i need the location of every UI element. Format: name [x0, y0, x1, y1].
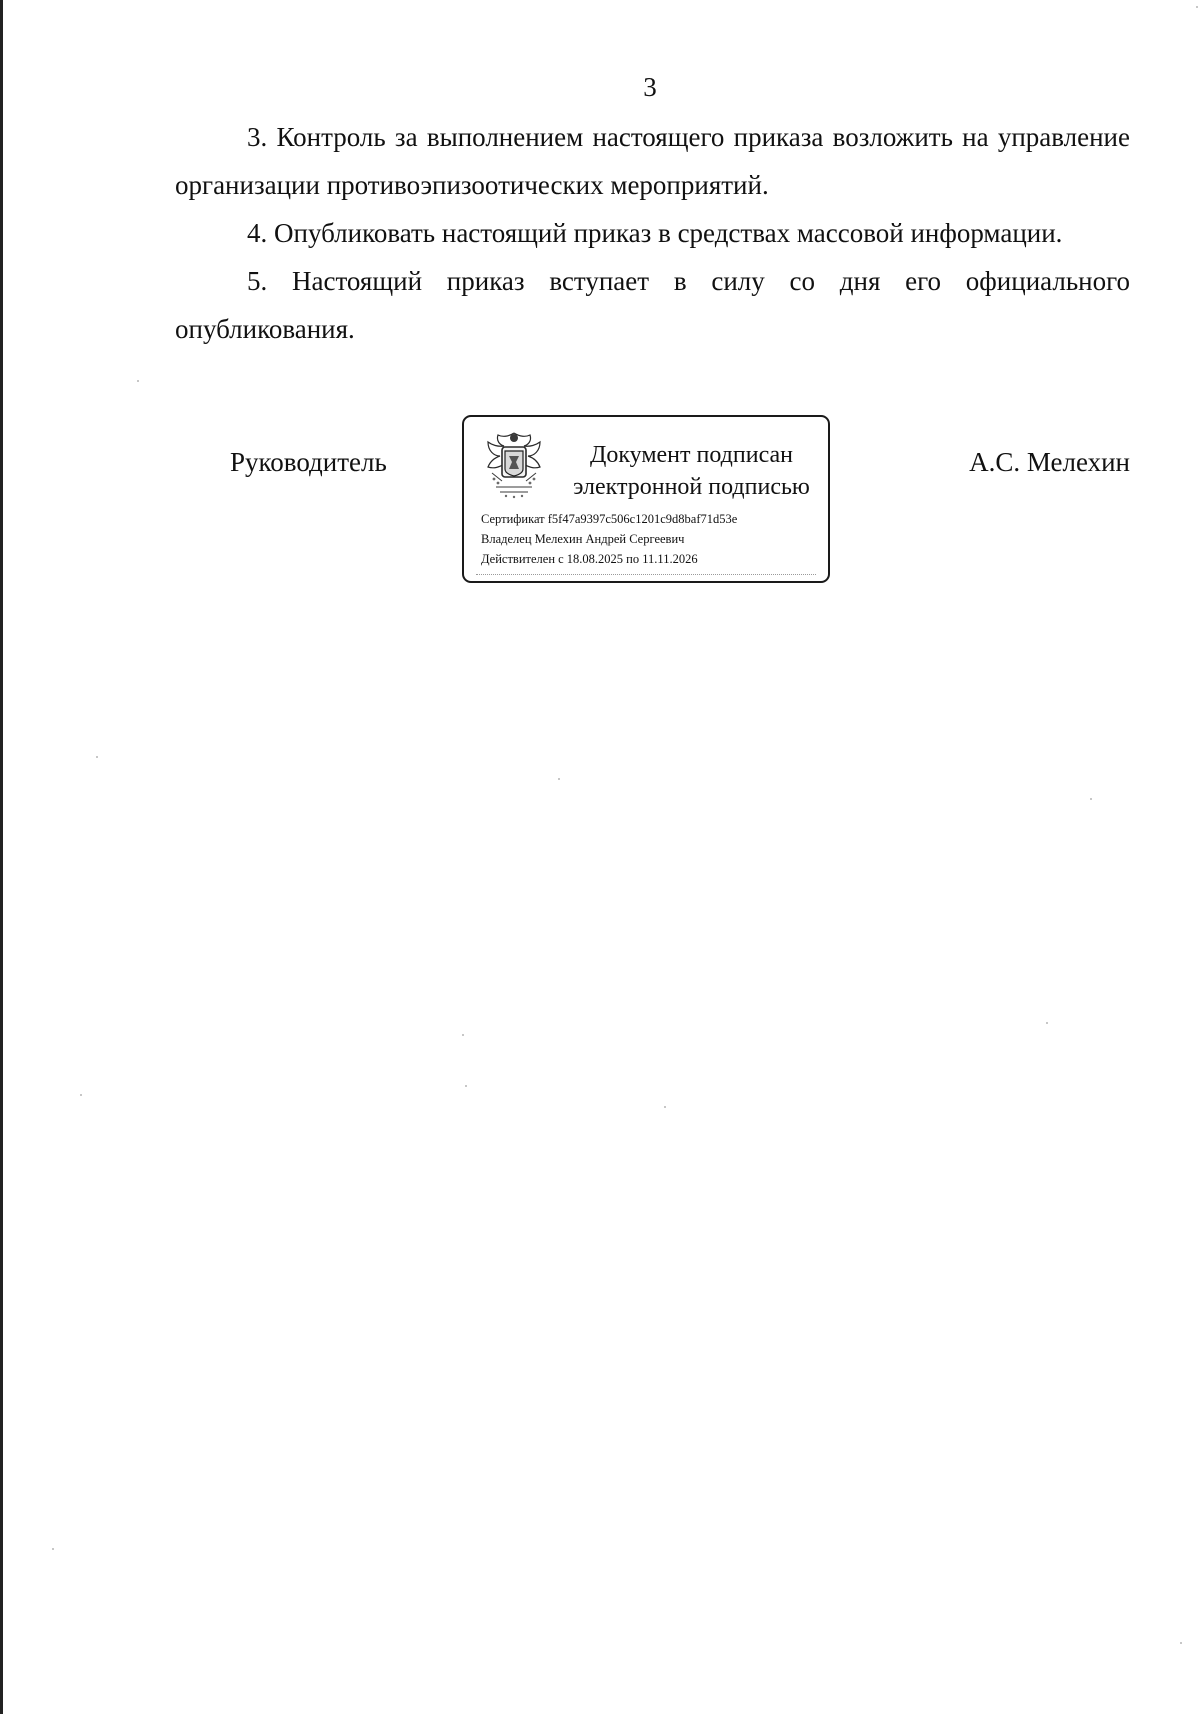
- scan-speck: [664, 1106, 666, 1108]
- paragraph-control: 3. Контроль за выполнением настоящего приказа возложить на управление организации противоэпизоотических мероприятий.: [175, 122, 1130, 200]
- scan-speck: [462, 1034, 464, 1036]
- signature-block: [175, 415, 1130, 585]
- order-body: [175, 113, 1130, 353]
- scan-speck: [52, 1548, 54, 1550]
- page-number: 3: [643, 72, 657, 102]
- paragraph-publish: 4. Опубликовать настоящий приказ в средствах массовой информации.: [247, 218, 1063, 248]
- signer-name: А.С. Мелехин: [969, 447, 1130, 477]
- stamp-heading-line2: электронной подписью: [573, 474, 810, 500]
- scan-speck: [1196, 6, 1198, 8]
- scan-speck: [137, 380, 139, 382]
- stamp-certificate: Сертификат f5f47a9397c506c1201c9d8baf71d53e: [481, 512, 738, 526]
- stamp-details: [481, 509, 737, 569]
- scan-speck: [80, 1094, 82, 1096]
- scan-edge: [0, 0, 3, 1714]
- stamp-divider: [476, 574, 816, 575]
- scan-speck: [558, 778, 560, 780]
- coat-of-arms-icon: [482, 429, 546, 501]
- stamp-owner: Владелец Мелехин Андрей Сергеевич: [481, 532, 685, 546]
- scan-speck: [1180, 1642, 1182, 1644]
- scan-speck: [1090, 798, 1092, 800]
- scan-speck: [465, 1085, 467, 1087]
- paragraph-effective: 5. Настоящий приказ вступает в силу со дня его официального опубликования.: [175, 266, 1130, 344]
- stamp-validity: Действителен с 18.08.2025 по 11.11.2026: [481, 552, 698, 566]
- stamp-heading: [559, 439, 824, 503]
- stamp-heading-line1: Документ подписан: [589, 442, 794, 468]
- scan-speck: [96, 756, 98, 758]
- signer-position-title: Руководитель: [230, 447, 387, 477]
- electronic-signature-stamp: [462, 415, 830, 583]
- scan-speck: [1046, 1022, 1048, 1024]
